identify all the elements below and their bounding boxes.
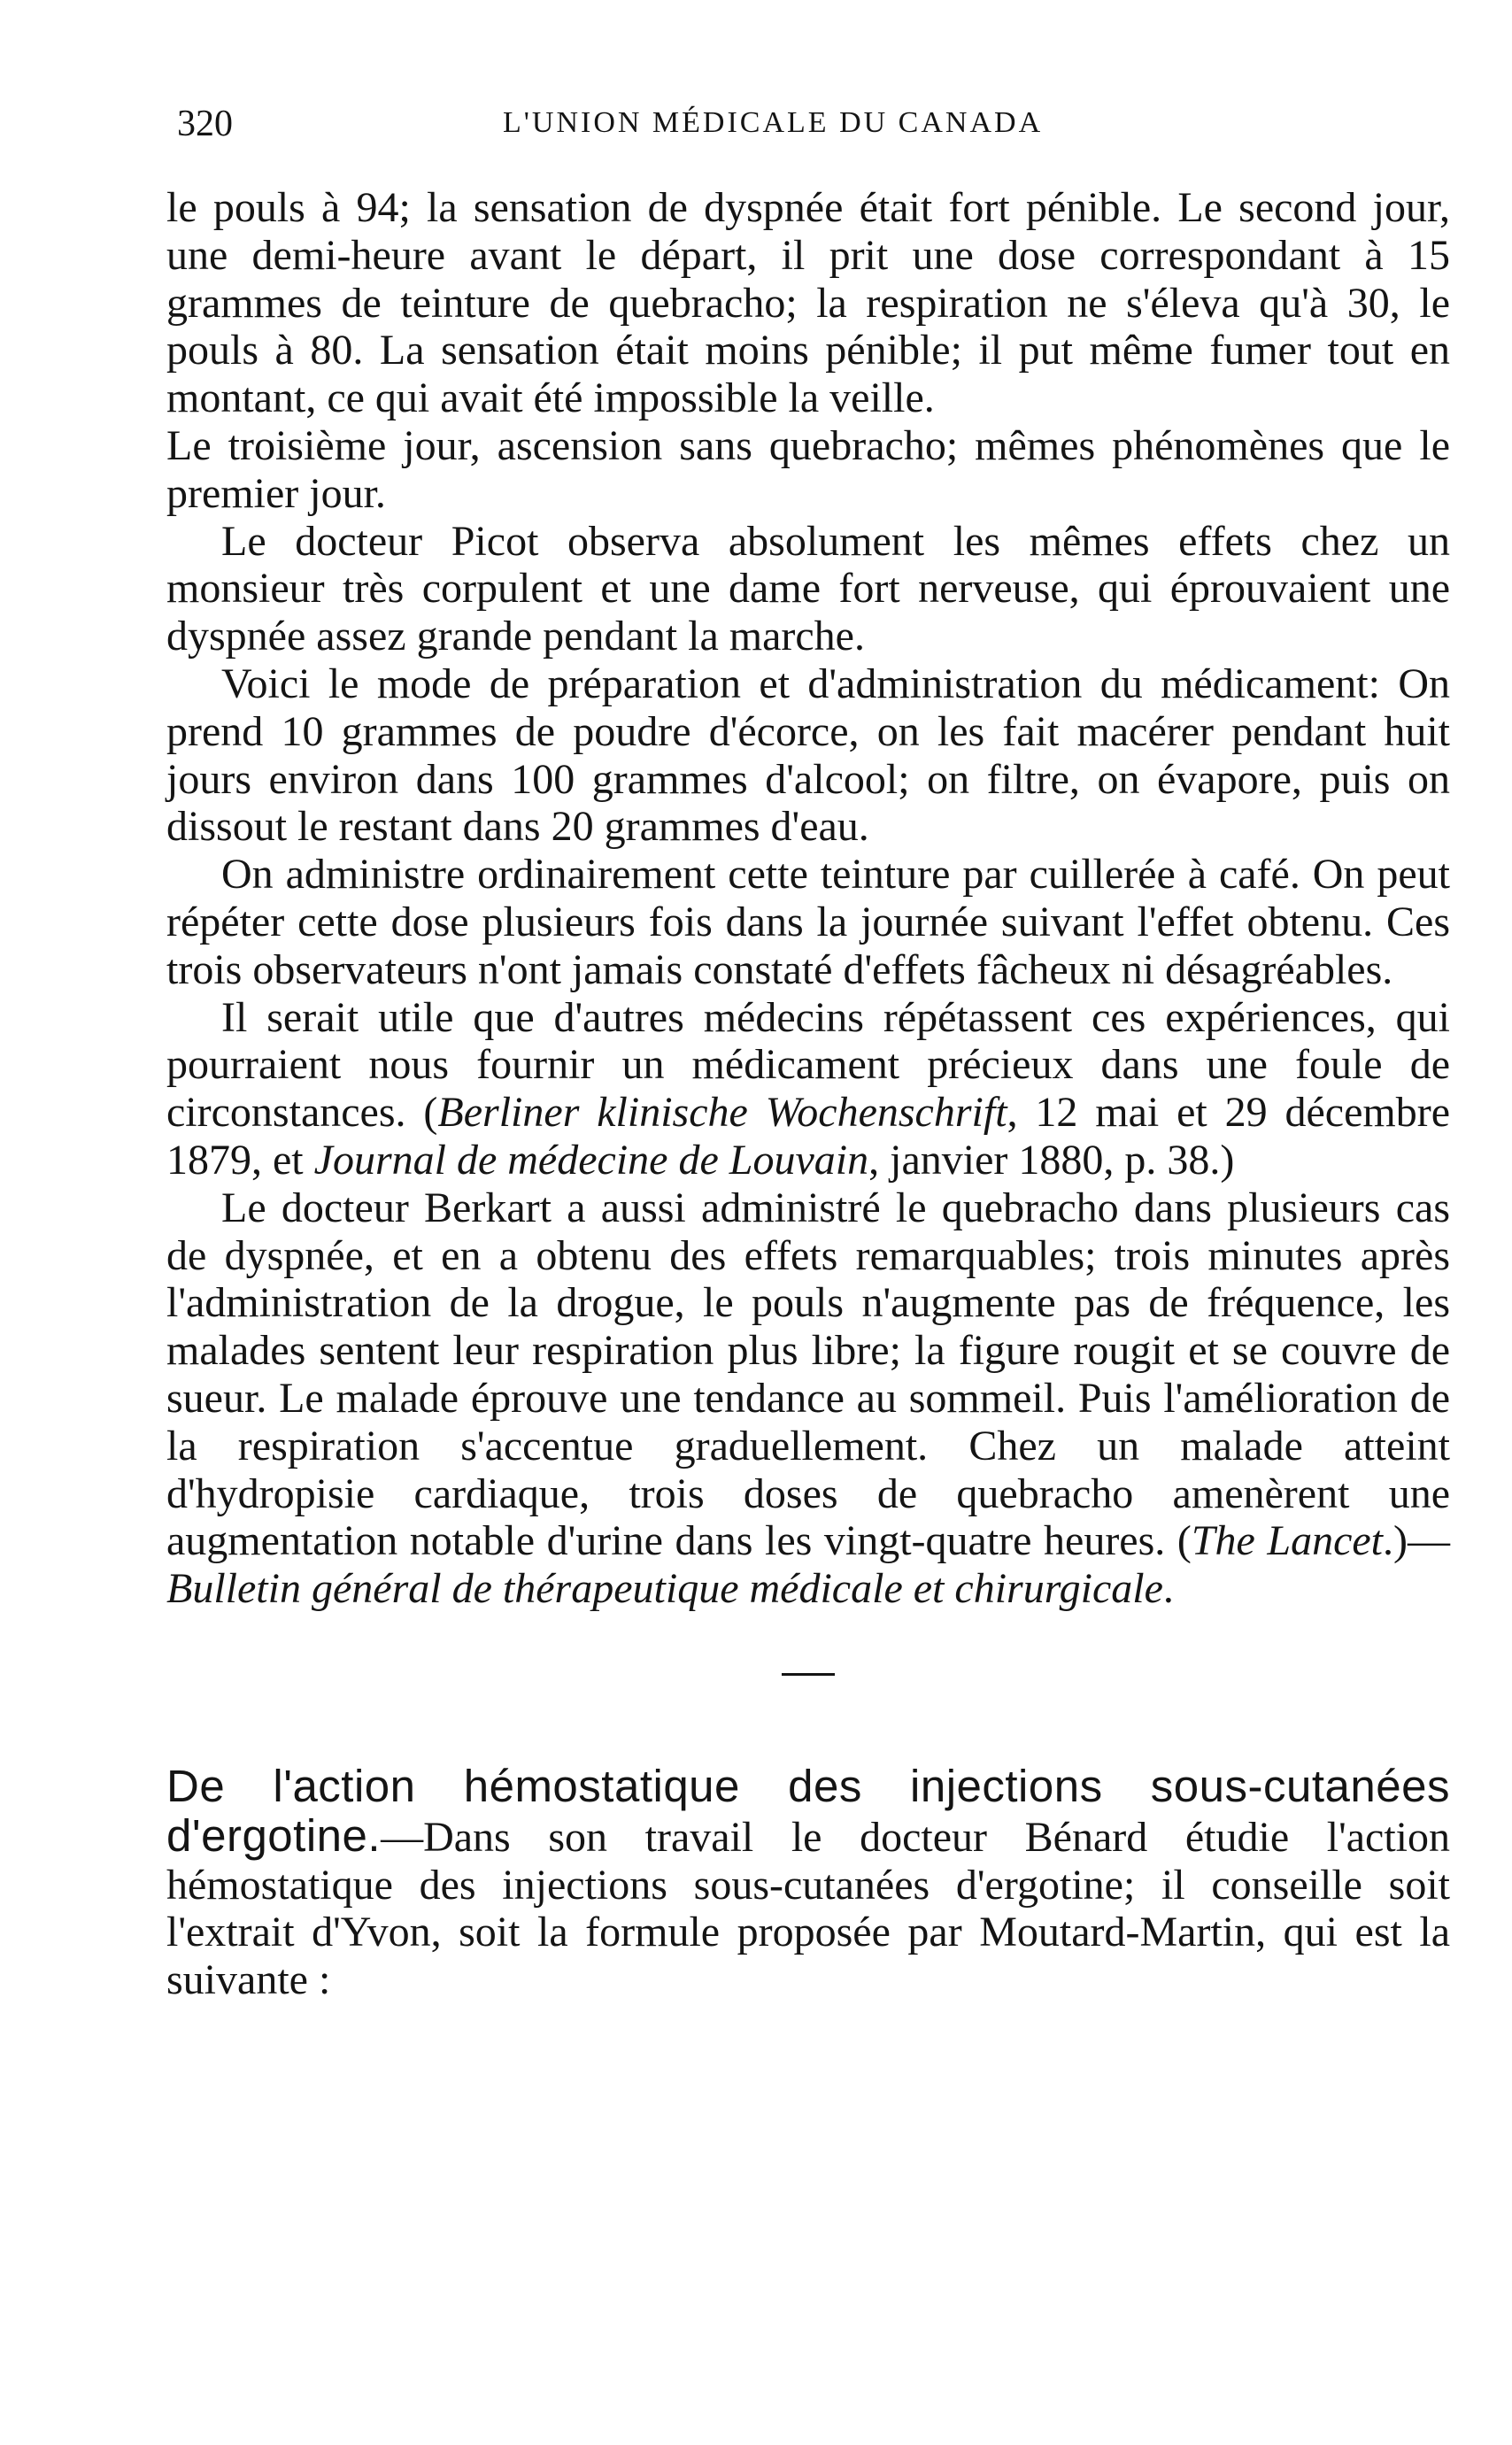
paragraph-text: Voici le mode de préparation et d'administration du médicament: On prend 10 grammes de poudre d'écorce, on les fait macérer pendant huit jours environ dans 100 grammes d'alcool; on filtre, on évapore, puis on dissout le restant dans 20 grammes d'eau. xyxy=(166,659,1450,851)
reference-open: ( xyxy=(405,1089,438,1137)
journal-title: L'UNION MÉDICALE DU CANADA xyxy=(503,106,1044,139)
paragraph-continuation xyxy=(166,184,1450,422)
paragraph-text: Il serait utile que d'autres médecins répétassent ces expériences, qui pourraient nous fournir un médicament précieux dans une foule de circonstances. xyxy=(166,993,1450,1137)
reference-close: , janvier 1880, p. 38.) xyxy=(868,1136,1235,1184)
paragraph-text: On administre ordinairement cette teinture par cuillerée à café. On peut répéter cette dose plusieurs fois dans la journée suivant l'effet obtenu. Ces trois observateurs n'ont jamais constaté d'effets fâcheux ni désagréables. xyxy=(166,851,1450,993)
body-text xyxy=(166,184,1450,1613)
reference-journal-louvain: Journal de médecine de Louvain xyxy=(313,1136,869,1184)
reference-middle: , 12 mai et 29 décembre 1879, et xyxy=(166,1089,1451,1184)
paragraph-text: Le troisième jour, ascension sans quebracho; mêmes phénomènes que le premier jour. xyxy=(166,421,1450,517)
article-text: Dans son travail le docteur Bénard étudie l'action hémostatique des injections sous-cutanées d'ergotine; il conseille soit l'extrait d'Yvon, soit la formule proposée par Moutard-Martin, qui est la suivante : xyxy=(166,1813,1450,2004)
paragraph-third-day xyxy=(166,422,1450,518)
reference-journal-lancet: The Lancet xyxy=(1191,1517,1384,1565)
reference-open: ( xyxy=(1165,1517,1192,1565)
page xyxy=(166,97,1450,2004)
paragraph-text: Le docteur Berkart a aussi administré le quebracho dans plusieurs cas de dyspnée, et en a obtenu des effets remarquables; trois minutes après l'administration de la drogue, le pouls n'augmente pas de fréquence, les malades sentent leur respiration plus libre; la figure rougit et se couvre de sueur. Le malade éprouve une tendance au sommeil. Puis l'amélioration de la respiration s'accentue graduellement. Chez un malade atteint d'hydropisie cardiaque, trois doses de quebracho amenèrent une augmentation notable d'urine dans les vingt-quatre heures. xyxy=(166,1184,1450,1565)
paragraph-berkart xyxy=(166,1184,1450,1613)
article-dash: — xyxy=(381,1813,424,1861)
paragraph-experiments xyxy=(166,994,1450,1184)
paragraph-text: Le docteur Picot observa absolument les mêmes effets chez un monsieur très corpulent et une dame fort nerveuse, qui éprouvaient une dyspnée assez grande pendant la marche. xyxy=(166,517,1450,660)
running-head xyxy=(166,97,1450,150)
paragraph-administration xyxy=(166,851,1450,993)
paragraph-picot xyxy=(166,518,1450,660)
reference-journal-bulletin: Bulletin général de thérapeutique médicale et chirurgicale xyxy=(166,1565,1163,1613)
article-paragraph xyxy=(166,1762,1450,2004)
reference-middle: .)— xyxy=(1383,1517,1451,1565)
article-title: De l'action hémostatique des injections sous-cutanées d'ergotine. xyxy=(166,1760,1450,1861)
reference-journal-berliner: Berliner klinische Wochenschrift xyxy=(437,1089,1007,1137)
reference-close: . xyxy=(1162,1565,1174,1613)
paragraph-preparation xyxy=(166,660,1450,851)
paragraph-text: le pouls à 94; la sensation de dyspnée était fort pénible. Le second jour, une demi-heure avant le départ, il prit une dose correspondant à 15 grammes de teinture de quebracho; la respiration ne s'éleva qu'à 30, le pouls à 80. La sensation était moins pénible; il put même fumer tout en montant, ce qui avait été impossible la veille. xyxy=(166,184,1450,422)
article-ergotine xyxy=(166,1762,1450,2004)
section-divider xyxy=(782,1673,835,1676)
page-number: 320 xyxy=(177,104,233,144)
